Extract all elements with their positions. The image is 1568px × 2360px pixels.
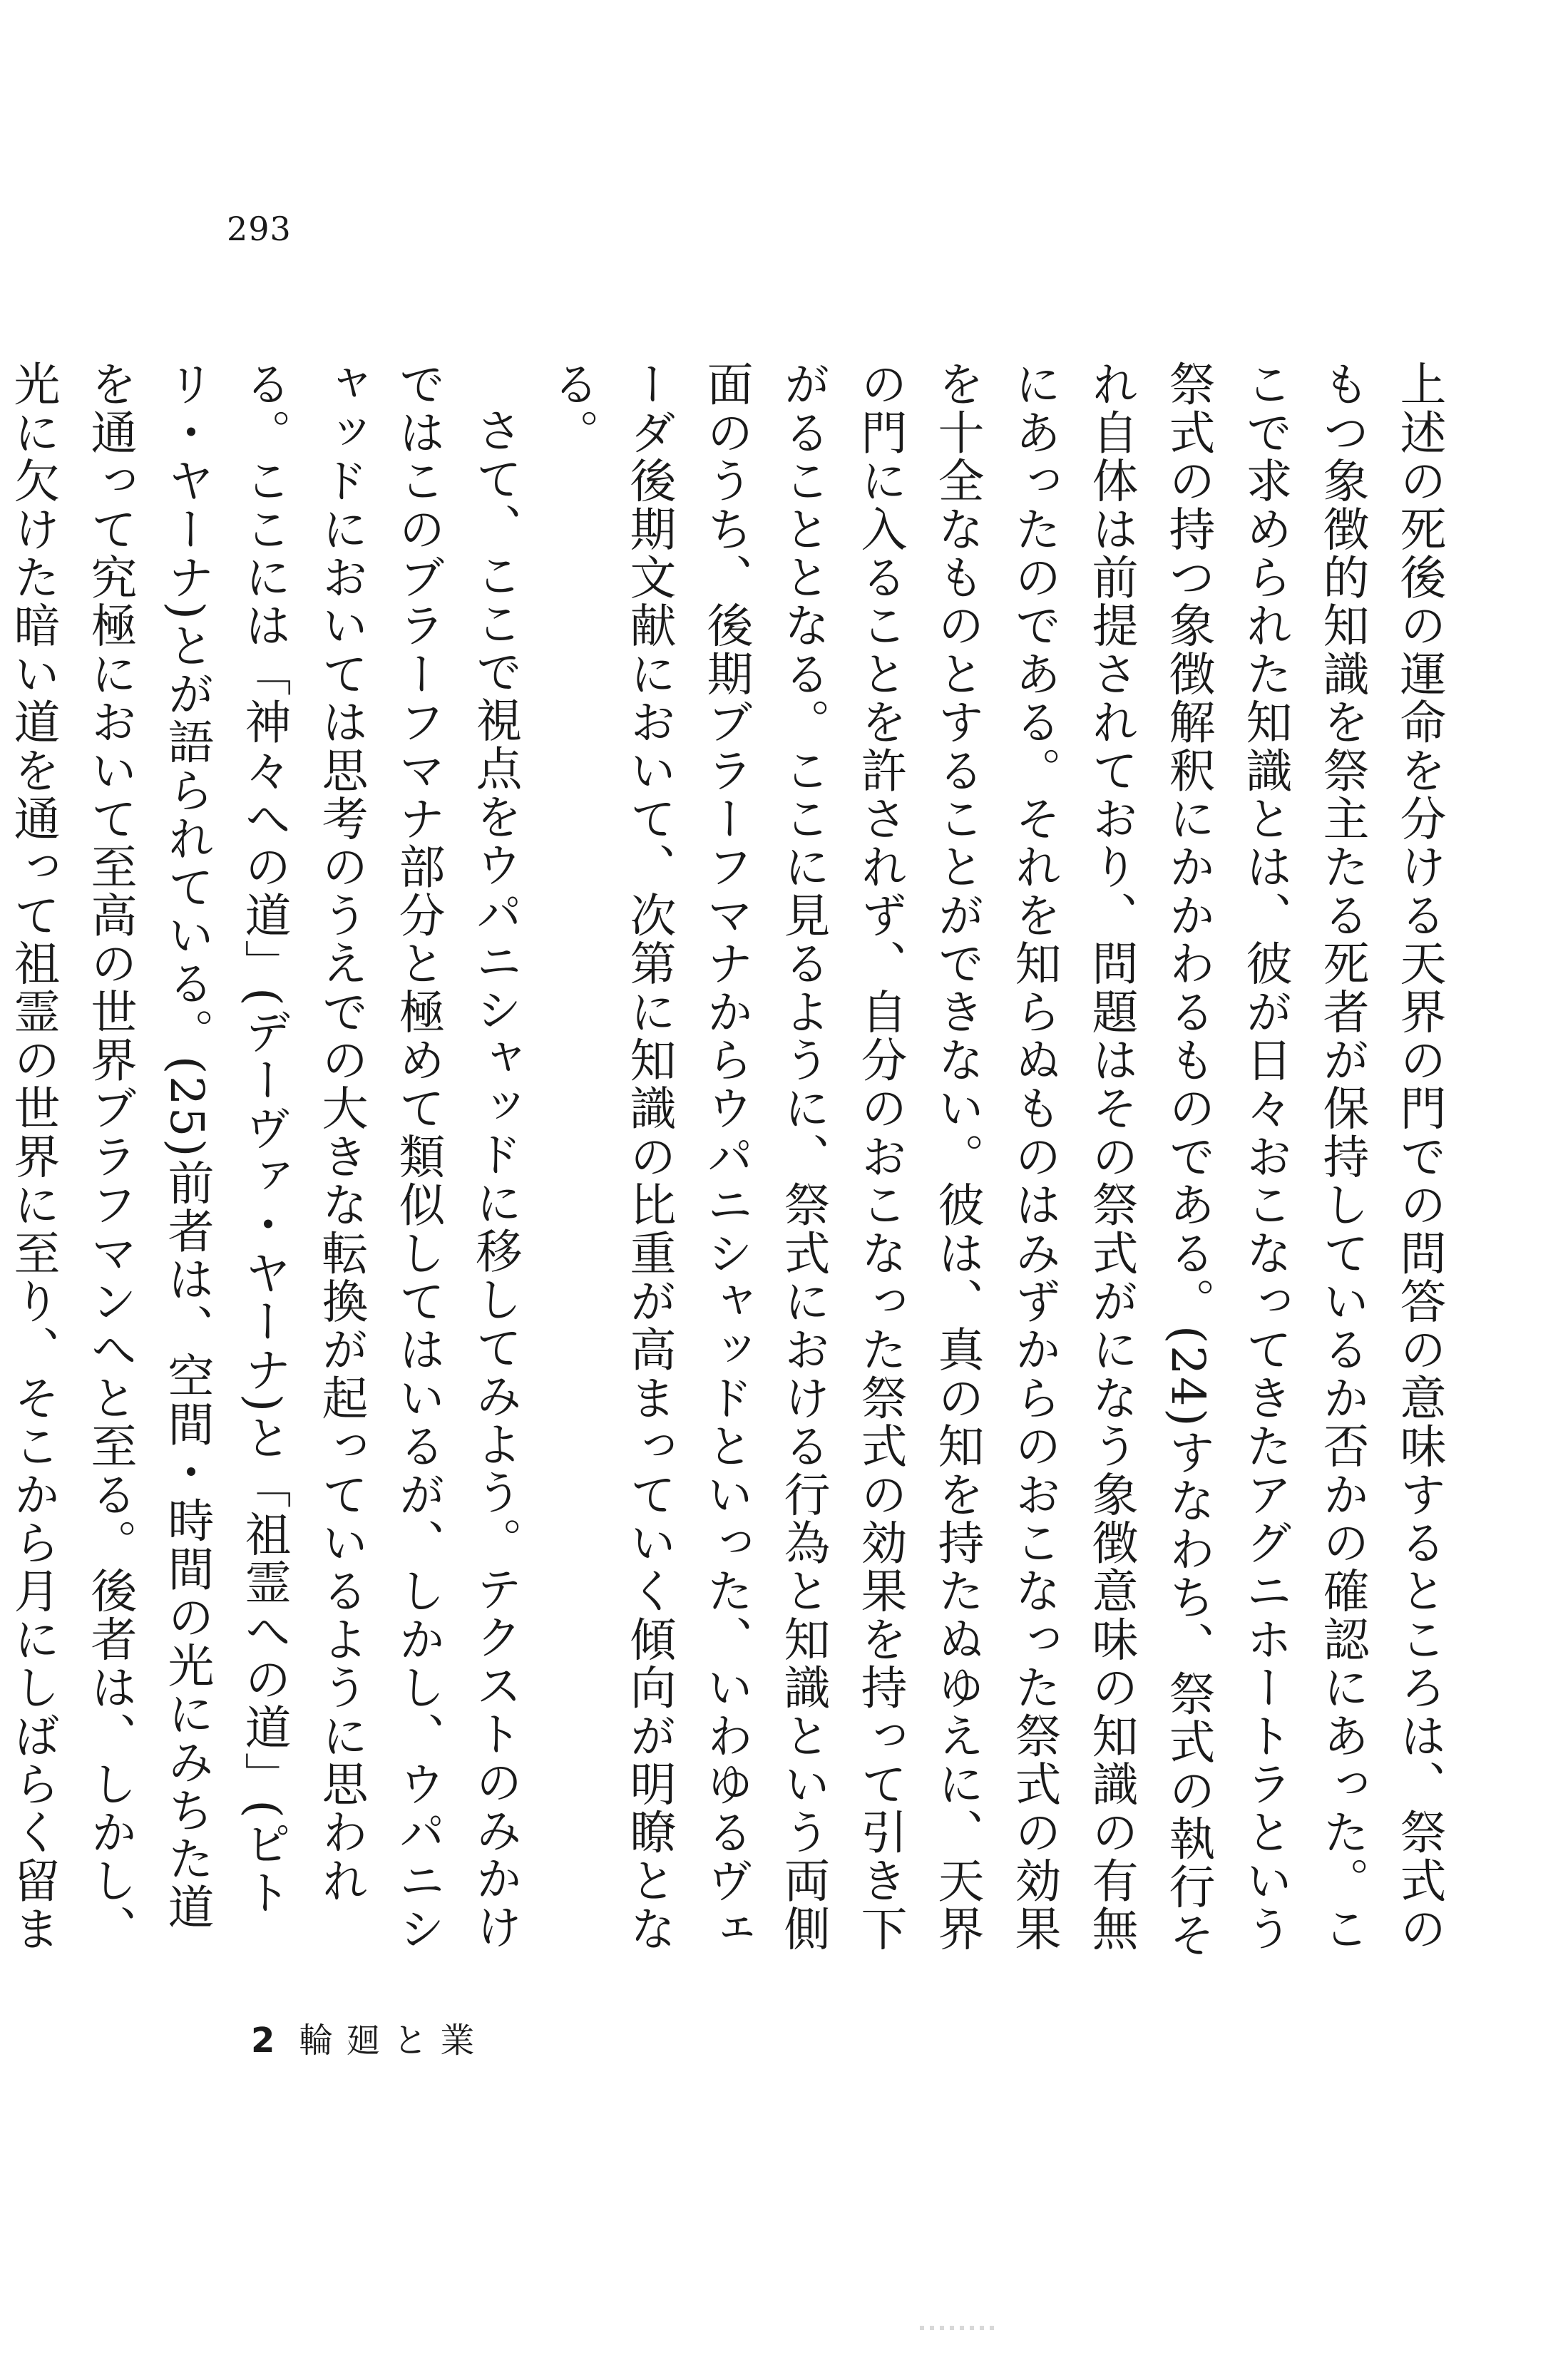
section-number: 2	[251, 2021, 288, 2061]
paragraph-2: さて、ここで視点をウパニシャッドに移してみよう。テクストのみかけではこのブラーフマナ部分と極めて類似してはいるが、しかし、ウパニシャッドにおいては思考のうえでの大きな転換が起っているように思われる。ここには「神々への道」(デーヴァ・ヤーナ)と「祖霊への道」(ピトリ・ヤーナ)とが語られている。(25)前者は、空間・時間の光にみちた道を通って究極において至高の世界ブラフマンへと至る。後者は、しかし、光に欠けた暗い道を通って祖霊の世界に至り、そこから月にしばらく留ま	[6, 360, 521, 1954]
page-number: 293	[227, 210, 292, 248]
scan-artifact	[920, 2326, 998, 2330]
paragraph-1: 上述の死後の運命を分ける天界の門での問答の意味するところは、祭式のもつ象徴的知識を祭主たる死者が保持しているか否かの確認にあった。ここで求められた知識とは、彼が日々おこなってきたアグニホートラという祭式の持つ象徴解釈にかかわるものである。(24)すなわち、祭式の執行それ自体は前提されており、問題はその祭式がになう象徴意味の知識の有無にあったのである。それを知らぬものはみずからのおこなった祭式の効果を十全なものとすることができない。彼は、真の知を持たぬゆえに、天界の門に入ることを許されず、自分のおこなった祭式の効果を持って引き下がることとなる。ここに見るように、祭式における行為と知識という両側面のうち、後期ブラーフマナからウパニシャッドといった、いわゆるヴェーダ後期文献において、次第に知識の比重が高まっていく傾向が明瞭となる。	[545, 360, 1445, 1959]
body-text	[6, 360, 1457, 1961]
section-title: 輪廻と業	[299, 2021, 488, 2061]
running-footer	[251, 2021, 488, 2061]
